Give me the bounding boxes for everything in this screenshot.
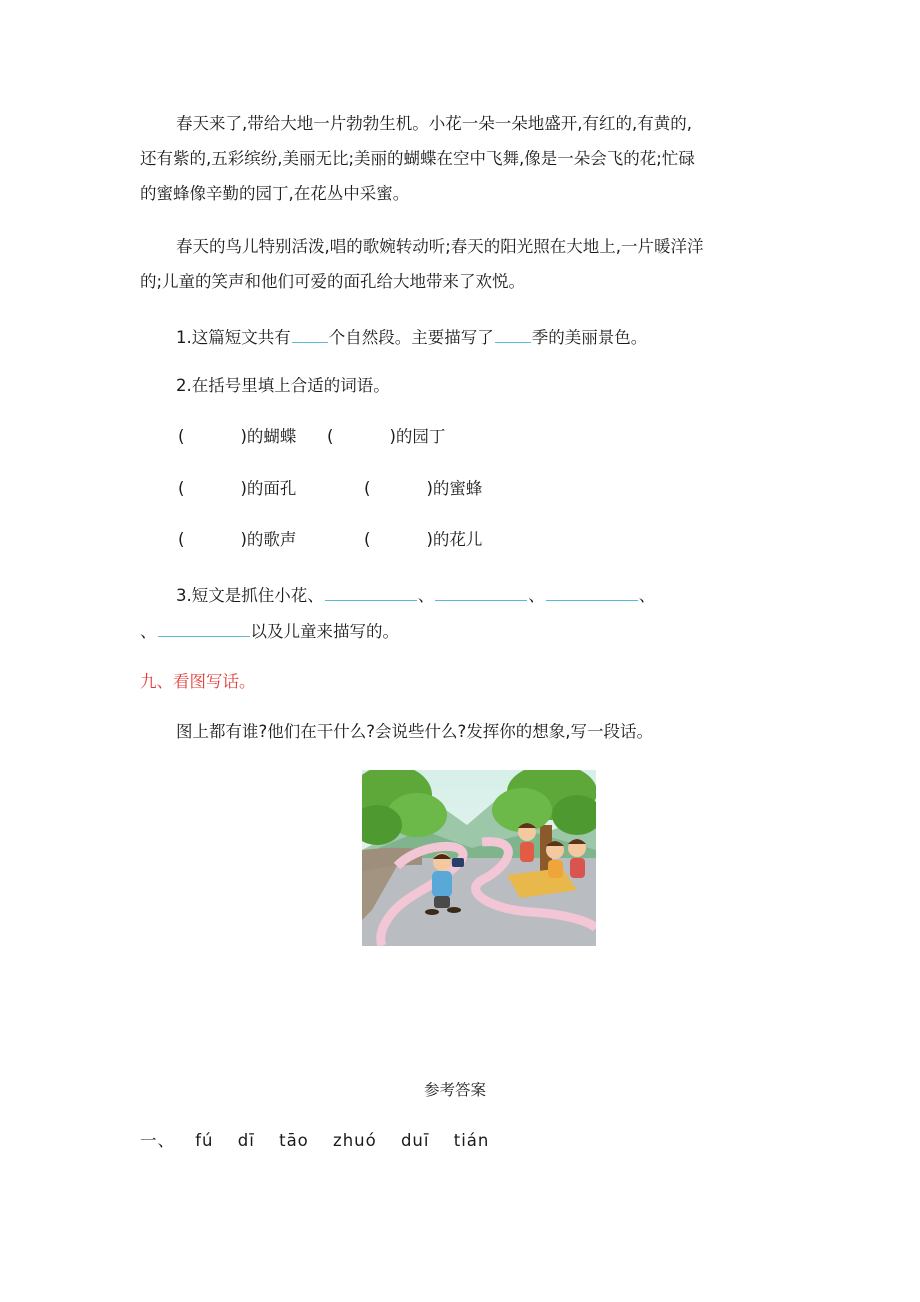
passage-line: 的;儿童的笑声和他们可爱的面孔给大地带来了欢悦。 <box>140 272 526 291</box>
fill-pair-row: ( )的园丁 <box>327 427 446 446</box>
pair-word: 的园丁 <box>395 427 446 446</box>
pair-word: 的蝴蝶 <box>246 427 297 446</box>
passage-line: 还有紫的,五彩缤纷,美丽无比;美丽的蝴蝶在空中飞舞,像是一朵会飞的花;忙碌 <box>140 149 695 168</box>
illustration-image <box>362 770 596 946</box>
answer-line-1 <box>140 1129 507 1153</box>
question-2: 2.在括号里填上合适的词语。 <box>176 376 390 395</box>
writing-prompt: 图上都有谁?他们在干什么?会说些什么?发挥你的想象,写一段话。 <box>176 722 654 741</box>
passage-line: 春天来了,带给大地一片勃勃生机。小花一朵一朵地盛开,有红的,有黄的, <box>176 114 692 133</box>
answer-blank[interactable] <box>495 324 531 343</box>
pair-word: 的花儿 <box>432 530 483 549</box>
answer-label: 一、 <box>140 1131 175 1150</box>
answer-blank[interactable] <box>292 324 328 343</box>
fill-pair-row: ( )的花儿 <box>364 530 483 549</box>
question-3: 3.短文是抓住小花、 、 、 、 <box>176 582 655 608</box>
fill-pair-row: ( )的歌声 <box>178 530 297 549</box>
answer-blank[interactable] <box>435 582 527 601</box>
pair-word: 的面孔 <box>246 479 297 498</box>
answer-blank[interactable] <box>325 582 417 601</box>
question-3-cont: 、 以及儿童来描写的。 <box>140 618 399 644</box>
fill-pair-row: ( )的面孔 <box>178 479 297 498</box>
pinyin-item: dī <box>237 1131 255 1150</box>
passage-line: 春天的鸟儿特别活泼,唱的歌婉转动听;春天的阳光照在大地上,一片暖洋洋 <box>176 237 704 256</box>
pinyin-item: fú <box>195 1131 214 1150</box>
answer-blank[interactable] <box>546 582 638 601</box>
passage-line: 的蜜蜂像辛勤的园丁,在花丛中采蜜。 <box>140 184 410 203</box>
pinyin-item: zhuó <box>333 1131 377 1150</box>
question-1: 1.这篇短文共有 个自然段。主要描写了 季的美丽景色。 <box>176 324 647 350</box>
fill-pair-row: ( )的蜜蜂 <box>364 479 483 498</box>
pinyin-item: duī <box>400 1131 430 1150</box>
answer-blank[interactable] <box>158 618 250 637</box>
section-heading: 九、看图写话。 <box>140 672 256 691</box>
pinyin-item: tián <box>453 1131 490 1150</box>
answer-title: 参考答案 <box>424 1081 487 1099</box>
pair-word: 的蜜蜂 <box>432 479 483 498</box>
fill-pair-row: ( )的蝴蝶 <box>178 427 297 446</box>
pair-word: 的歌声 <box>246 530 297 549</box>
pinyin-item: tāo <box>279 1131 309 1150</box>
